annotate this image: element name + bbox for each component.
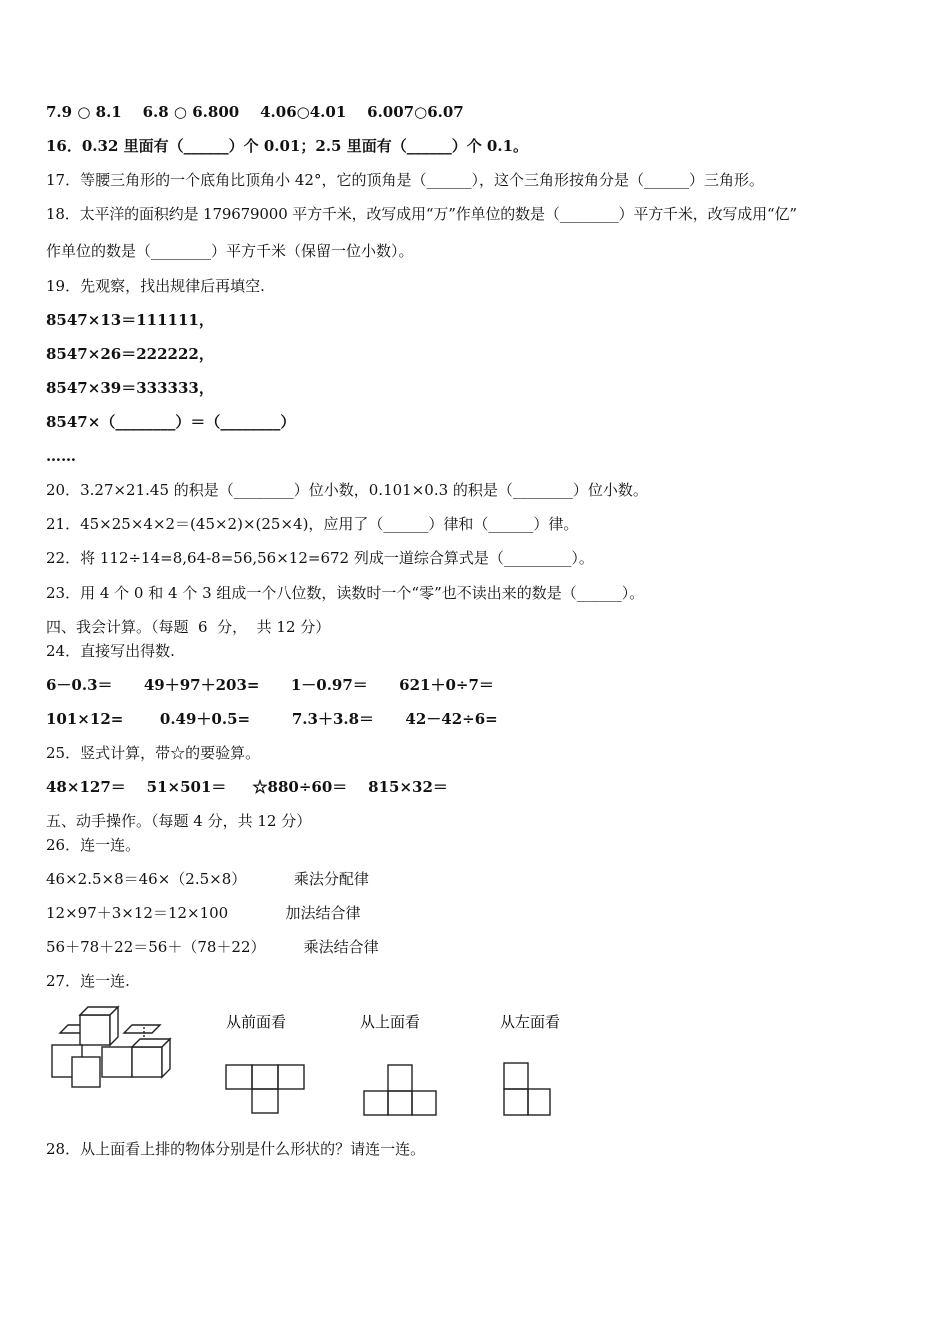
front-view-shape bbox=[226, 1065, 304, 1113]
question-21: 21．45×25×4×2＝(45×2)×(25×4)，应用了（______）律和（______）律。 bbox=[46, 515, 579, 533]
question-20: 20．3.27×21.45 的积是（________）位小数，0.101×0.3 的积是（________）位小数。 bbox=[46, 481, 648, 499]
question-19-eq1: 8547×13＝111111， bbox=[46, 311, 214, 329]
caption-left-view: 从左面看 bbox=[500, 1013, 561, 1031]
left-view-shape bbox=[504, 1063, 550, 1115]
caption-top-view: 从上面看 bbox=[360, 1013, 421, 1031]
top-view-shape bbox=[364, 1065, 436, 1115]
question-18-line1: 18．太平洋的面积约是 179679000 平方千米，改写成用“万”作单位的数是（________）平方千米，改写成用“亿” bbox=[46, 205, 797, 223]
question-24: 24．直接写出得数. bbox=[46, 642, 175, 660]
compare-row: 7.9 ○ 8.1 6.8 ○ 6.800 4.06○4.01 6.007○6.07 bbox=[46, 103, 464, 121]
section-5-heading: 五、动手操作。（每题 4 分，共 12 分） bbox=[46, 812, 312, 830]
view-figure bbox=[40, 1005, 600, 1125]
question-24-row1: 6－0.3＝ 49＋97＋203= 1－0.97＝ 621＋0÷7＝ bbox=[46, 676, 494, 694]
question-25-row: 48×127＝ 51×501＝ ☆880÷60＝ 815×32＝ bbox=[46, 778, 448, 796]
question-19: 19．先观察，找出规律后再填空. bbox=[46, 277, 265, 295]
question-27: 27．连一连. bbox=[46, 972, 130, 990]
question-16: 16．0.32 里面有（______）个 0.01；2.5 里面有（______）个 0.1。 bbox=[46, 137, 529, 155]
question-24-row2: 101×12= 0.49＋0.5= 7.3＋3.8＝ 42－42÷6= bbox=[46, 710, 498, 728]
caption-front-view: 从前面看 bbox=[226, 1013, 287, 1031]
question-22: 22．将 112÷14=8,64-8=56,56×12=672 列成一道综合算式是（_________）。 bbox=[46, 549, 594, 567]
question-19-ellipsis: …… bbox=[46, 447, 76, 465]
question-26-row2: 12×97＋3×12＝12×100 加法结合律 bbox=[46, 904, 361, 922]
question-17: 17．等腰三角形的一个底角比顶角小 42°，它的顶角是（______），这个三角形按角分是（______）三角形。 bbox=[46, 171, 764, 189]
cube-stack-figure bbox=[52, 1007, 170, 1087]
question-18-line2: 作单位的数是（________）平方千米（保留一位小数）。 bbox=[46, 242, 414, 260]
question-19-eq4: 8547×（________）＝（________） bbox=[46, 413, 296, 431]
question-26: 26．连一连。 bbox=[46, 836, 141, 854]
question-26-row3: 56＋78＋22＝56＋（78＋22） 乘法结合律 bbox=[46, 938, 379, 956]
question-28: 28．从上面看上排的物体分别是什么形状的？请连一连。 bbox=[46, 1140, 426, 1158]
section-4-heading: 四、我会计算。（每题 6 分， 共 12 分） bbox=[46, 618, 331, 636]
question-23: 23．用 4 个 0 和 4 个 3 组成一个八位数，读数时一个“零”也不读出来的数是（______）。 bbox=[46, 584, 645, 602]
question-25: 25．竖式计算，带☆的要验算。 bbox=[46, 744, 261, 762]
question-19-eq3: 8547×39＝333333， bbox=[46, 379, 214, 397]
question-26-row1: 46×2.5×8＝46×（2.5×8） 乘法分配律 bbox=[46, 870, 369, 888]
question-19-eq2: 8547×26＝222222， bbox=[46, 345, 214, 363]
